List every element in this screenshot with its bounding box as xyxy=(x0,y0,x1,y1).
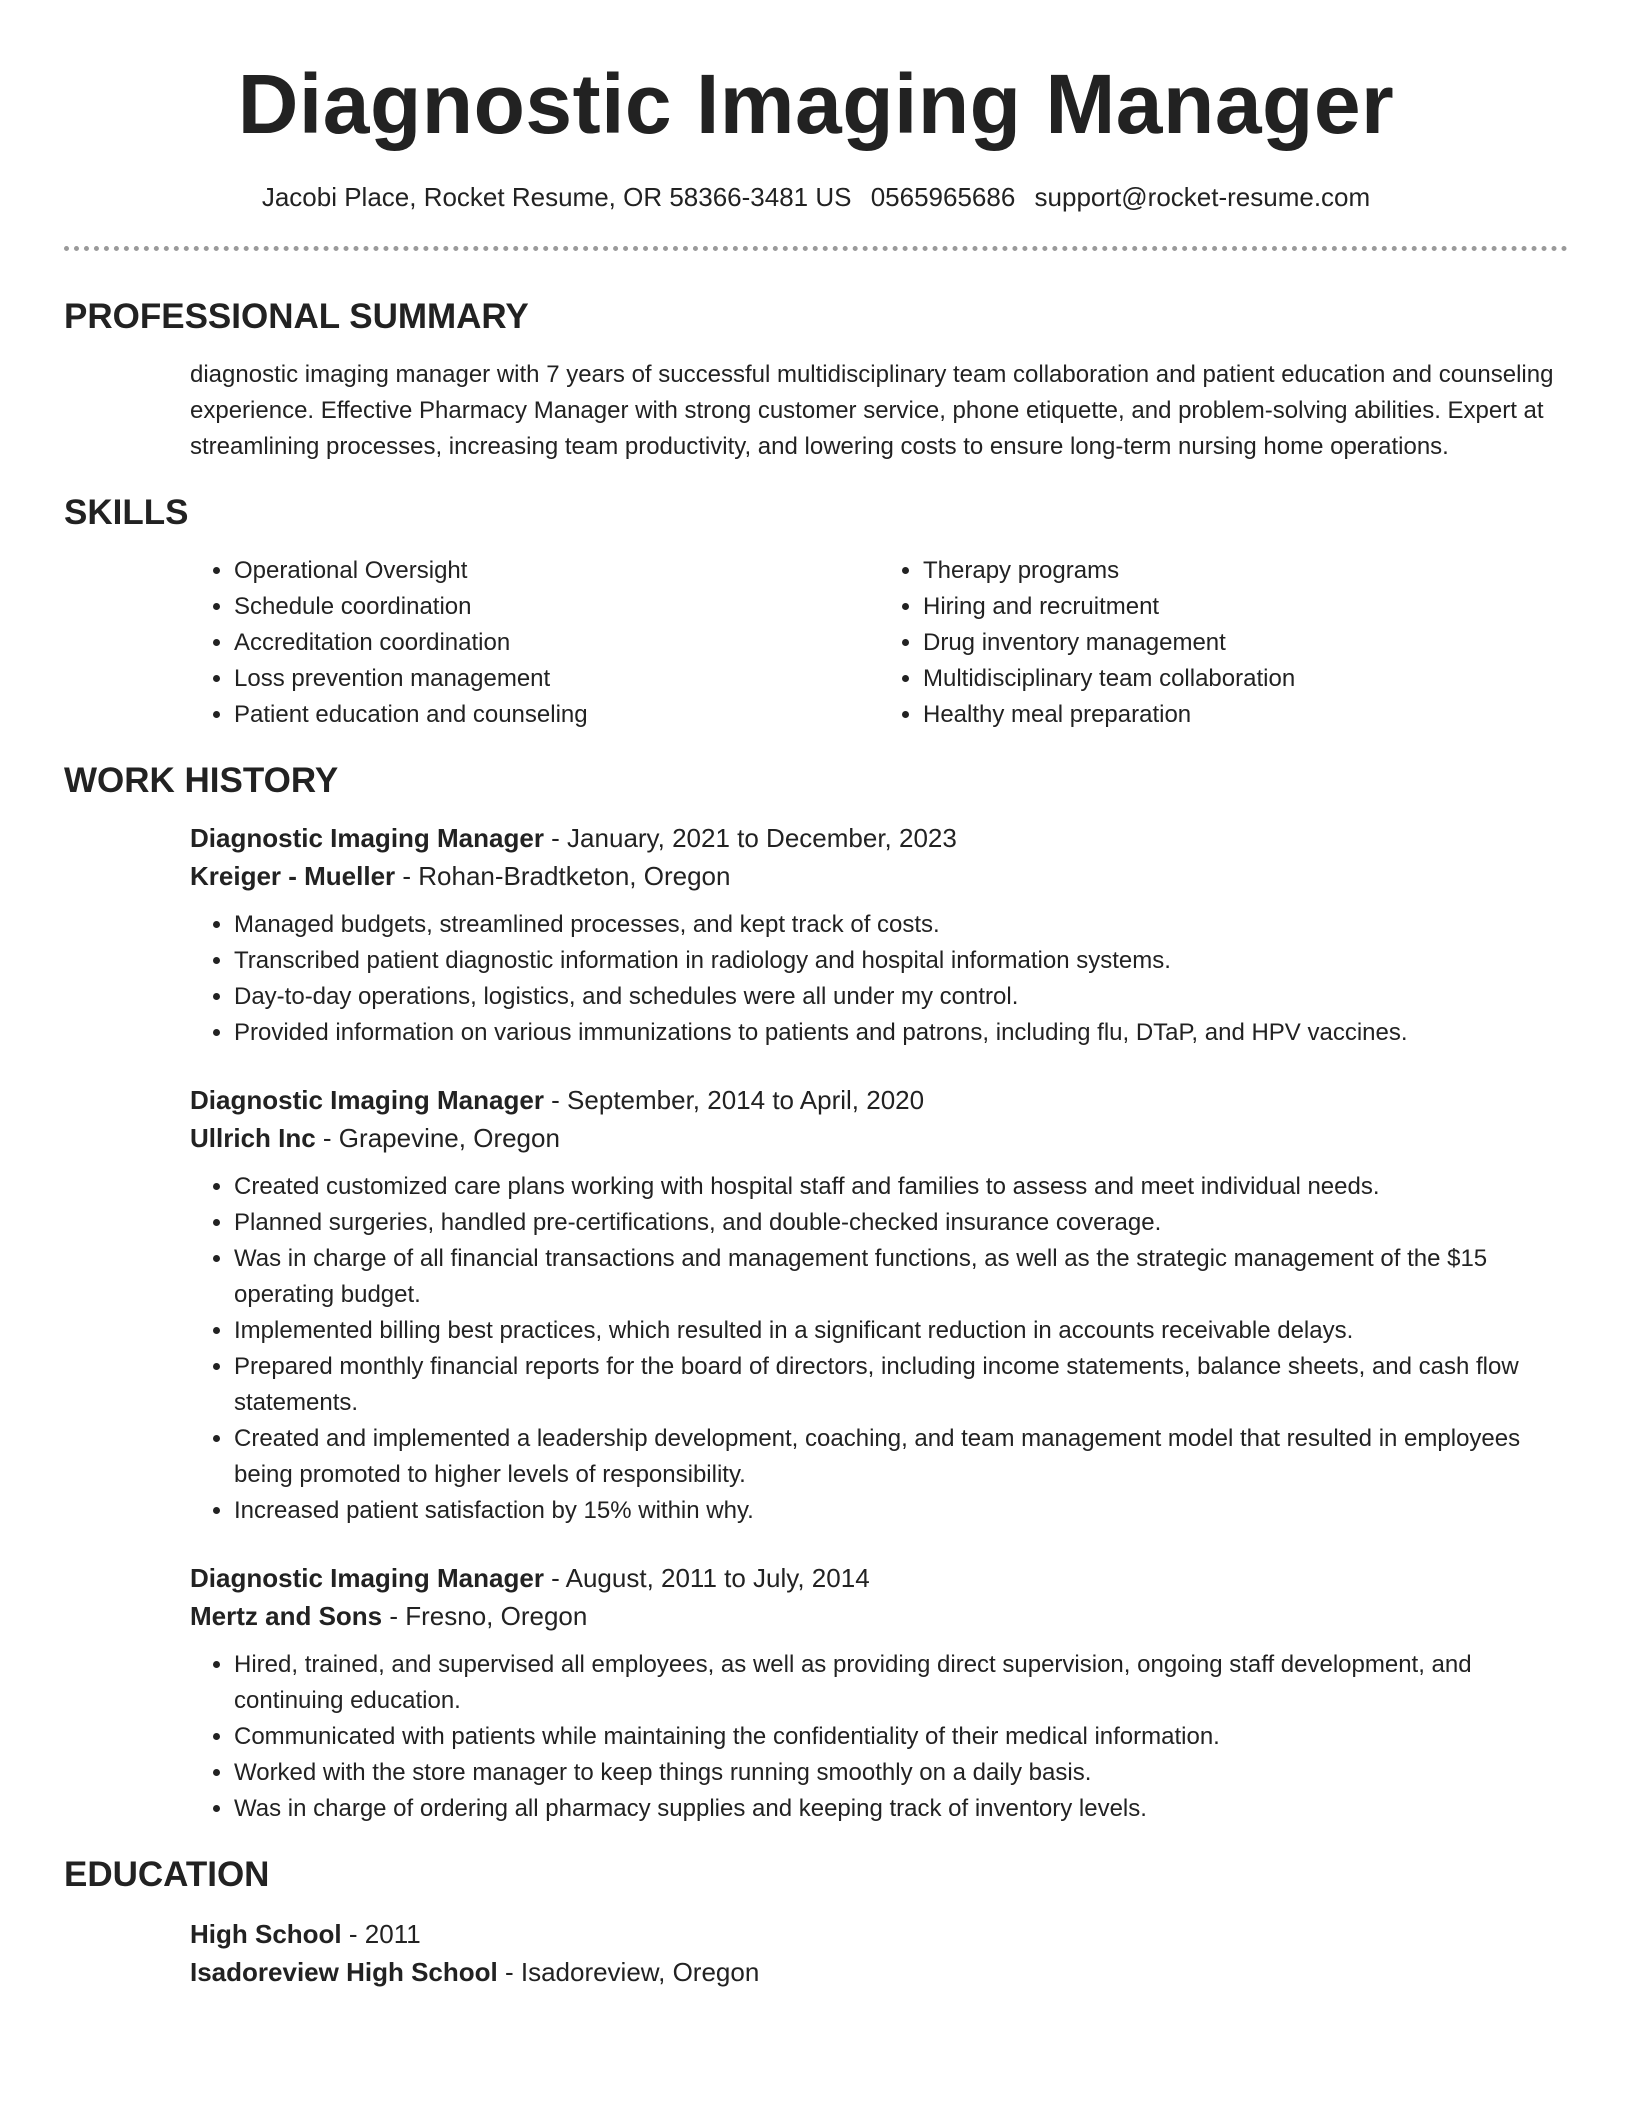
job-title-line xyxy=(190,819,1568,857)
skill-item: • Multidisciplinary team collaboration xyxy=(923,661,1568,697)
job-bullet: • Provided information on various immunizations to patients and patrons, including flu, DTaP, and HPV vaccines. xyxy=(234,1015,1568,1051)
job-bullet: • Planned surgeries, handled pre-certifications, and double-checked insurance coverage. xyxy=(234,1205,1568,1241)
skill-item: • Operational Oversight xyxy=(234,553,879,589)
education-degree-line xyxy=(190,1915,1568,1953)
contact-info xyxy=(64,180,1568,214)
skill-item: • Healthy meal preparation xyxy=(923,697,1568,733)
job-role: Diagnostic Imaging Manager xyxy=(190,823,544,853)
summary-title: PROFESSIONAL SUMMARY xyxy=(64,297,529,336)
job-title-line xyxy=(190,1081,1568,1119)
skills-title: SKILLS xyxy=(64,493,189,532)
job-location: - Fresno, Oregon xyxy=(382,1601,588,1631)
skill-item: • Hiring and recruitment xyxy=(923,589,1568,625)
job-location: - Grapevine, Oregon xyxy=(315,1123,560,1153)
summary-section xyxy=(64,295,1568,465)
skills-section xyxy=(64,491,1568,733)
job-bullet: • Hired, trained, and supervised all employees, as well as providing direct supervision, ongoing staff development, and continuing education. xyxy=(234,1647,1568,1719)
job-bullets xyxy=(190,907,1568,1051)
skill-item: • Accreditation coordination xyxy=(234,625,879,661)
job-bullet: • Communicated with patients while maintaining the confidentiality of their medical information. xyxy=(234,1719,1568,1755)
job-bullet: • Created customized care plans working with hospital staff and families to assess and meet individual needs. xyxy=(234,1169,1568,1205)
job-dates: - September, 2014 to April, 2020 xyxy=(543,1085,925,1115)
skills-column-left xyxy=(190,553,879,733)
job-location: - Rohan-Bradtketon, Oregon xyxy=(395,861,731,891)
job-bullet: • Created and implemented a leadership development, coaching, and team management model that resulted in employees being promoted to higher levels of responsibility. xyxy=(234,1421,1568,1493)
job-bullets xyxy=(190,1169,1568,1529)
job-entry xyxy=(190,819,1568,1051)
skill-item: • Therapy programs xyxy=(923,553,1568,589)
job-role: Diagnostic Imaging Manager xyxy=(190,1085,544,1115)
job-entry xyxy=(190,1559,1568,1827)
job-bullet: • Prepared monthly financial reports for the board of directors, including income statements, balance sheets, and cash flow statements. xyxy=(234,1349,1568,1421)
skill-item: • Patient education and counseling xyxy=(234,697,879,733)
job-company: Kreiger - Mueller xyxy=(190,861,396,891)
job-bullet: • Worked with the store manager to keep things running smoothly on a daily basis. xyxy=(234,1755,1568,1791)
education-year: - 2011 xyxy=(341,1919,421,1949)
job-bullet: • Managed budgets, streamlined processes, and kept track of costs. xyxy=(234,907,1568,943)
job-bullet: • Was in charge of ordering all pharmacy supplies and keeping track of inventory levels. xyxy=(234,1791,1568,1827)
job-company-line xyxy=(190,1119,1568,1157)
contact-address: Jacobi Place, Rocket Resume, OR 58366-3481 US xyxy=(261,182,852,212)
education-degree: High School xyxy=(190,1919,342,1949)
header-divider xyxy=(64,246,1568,251)
skill-item: • Loss prevention management xyxy=(234,661,879,697)
summary-text: diagnostic imaging manager with 7 years of successful multidisciplinary team collaboration and patient education and counseling experience. Effective Pharmacy Manager with strong customer service, phone etiquette, and problem-solving abilities. Expert at streamlining processes, increasing team productivity, and lowering costs to ensure long-term nursing home operations. xyxy=(190,361,1554,460)
job-role: Diagnostic Imaging Manager xyxy=(190,1563,544,1593)
skill-item: • Drug inventory management xyxy=(923,625,1568,661)
job-bullet: • Implemented billing best practices, which resulted in a significant reduction in accounts receivable delays. xyxy=(234,1313,1568,1349)
job-bullet: • Transcribed patient diagnostic information in radiology and hospital information systems. xyxy=(234,943,1568,979)
education-school: Isadoreview High School xyxy=(190,1957,498,1987)
education-school-line xyxy=(190,1953,1568,1991)
job-dates: - August, 2011 to July, 2014 xyxy=(543,1563,870,1593)
job-company-line xyxy=(190,1597,1568,1635)
job-company: Ullrich Inc xyxy=(190,1123,316,1153)
job-company-line xyxy=(190,857,1568,895)
education-section xyxy=(64,1853,1568,1991)
job-title-line xyxy=(190,1559,1568,1597)
skills-column-right xyxy=(879,553,1568,733)
work-history-title: WORK HISTORY xyxy=(64,761,339,800)
job-entry xyxy=(190,1081,1568,1529)
contact-email: support@rocket-resume.com xyxy=(1034,182,1371,212)
job-bullet: • Increased patient satisfaction by 15% within why. xyxy=(234,1493,1568,1529)
education-entry xyxy=(190,1915,1568,1991)
education-location: - Isadoreview, Oregon xyxy=(497,1957,760,1987)
contact-phone: 0565965686 xyxy=(870,182,1016,212)
skills-grid xyxy=(190,553,1568,733)
work-history-section xyxy=(64,759,1568,1827)
skill-item: • Schedule coordination xyxy=(234,589,879,625)
candidate-name: Diagnostic Imaging Manager xyxy=(237,57,1395,151)
job-bullet: • Day-to-day operations, logistics, and schedules were all under my control. xyxy=(234,979,1568,1015)
job-company: Mertz and Sons xyxy=(190,1601,383,1631)
education-title: EDUCATION xyxy=(64,1855,270,1894)
job-bullets xyxy=(190,1647,1568,1827)
job-dates: - January, 2021 to December, 2023 xyxy=(543,823,957,853)
job-bullet: • Was in charge of all financial transactions and management functions, as well as the strategic management of the $15 operating budget. xyxy=(234,1241,1568,1313)
